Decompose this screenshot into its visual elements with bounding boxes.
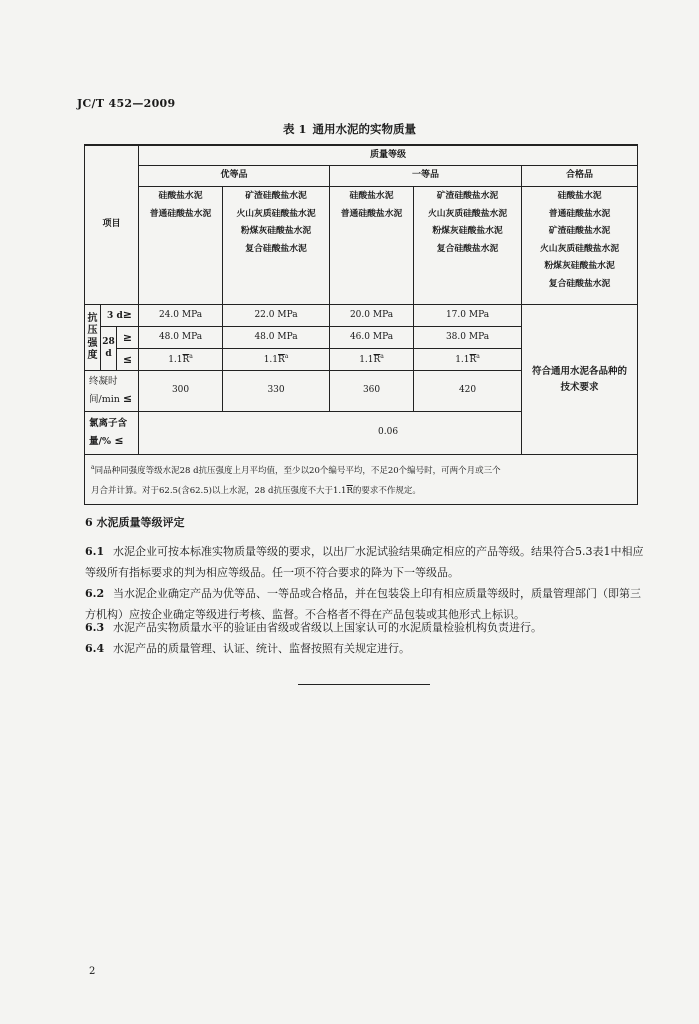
cement-type: 普通硅酸盐水泥 [340,208,403,219]
qualified-requirement: 符合通用水泥各品种的技术要求 [522,305,638,455]
ge-symbol: ≥ [117,327,139,349]
table-caption [0,121,699,137]
cement-types-superior-b [223,187,330,305]
setting-time-superior-b: 330 [223,371,330,412]
value-28d-first-a: 46.0 MPa [330,327,414,349]
cement-type: 复合硅酸盐水泥 [245,243,307,254]
cement-type: 硅酸盐水泥 [158,191,203,201]
section-title: 6 水泥质量等级评定 [85,516,185,529]
strength-label: 抗 压 强 度 [85,305,101,371]
grade-first: 一等品 [330,166,522,187]
paragraph-6-4: 6.4 水泥产品的质量管理、认证、统计、监督按照有关规定进行。 [85,642,410,655]
page-number: 2 [89,966,96,977]
item-header: 项目 [85,145,139,305]
grade-qualified: 合格品 [522,166,638,187]
cement-type: 矿渣硅酸盐水泥 [245,191,307,201]
age-3d: 3 d≥ [101,305,139,327]
setting-time-first-a: 360 [330,371,414,412]
cement-type: 普通硅酸盐水泥 [149,208,212,219]
cement-type: 粉煤灰硅酸盐水泥 [544,261,615,271]
value-3d-first-a: 20.0 MPa [330,305,414,327]
cement-type: 矿渣硅酸盐水泥 [436,191,499,201]
table-title: 通用水泥的实物质量 [312,122,416,136]
value-28d-max-superior-b: $1.1\overline{R}^a$ [223,349,330,371]
cement-type: 火山灰质硅酸盐水泥 [427,208,508,219]
end-rule [298,684,430,685]
cement-types-first-b [414,187,522,305]
paragraph-6-2: 6.2 当水泥企业确定产品为优等品、一等品或合格品，并在包装袋上印有相应质量等级时，质量管理部门（即第三方机构）应按企业确定等级进行考核、监督。不合格者不得在产品包装或其他形式上标识。 [85,587,641,621]
value-28d-max-first-a: $1.1\overline{R}^a$ [330,349,414,371]
chloride-value: 0.06 [139,412,638,455]
setting-time-label: 终凝时间/min ≤ [85,371,139,412]
doc-code: JC/T 452—2009 [77,97,176,110]
cement-type: 硅酸盐水泥 [349,191,394,201]
quality-table [84,144,638,505]
table-footnote: $^a$同品种同强度等级水泥28 d抗压强度上月平均值，至少以20个编号平均，不足20个编号时，可两个月或三个 月合并计算。对于62.5(含62.5)以上水泥，28 d抗压强度不大于$1.1\overline{R}$的要求不作规定。 [85,455,638,505]
paragraph-6-3: 6.3 水泥产品实物质量水平的验证由省级或省级以上国家认可的水泥质量检验机构负责进行。 [85,621,542,634]
le-symbol: ≤ [117,349,139,371]
value-28d-max-superior-a: $1.1\overline{R}^a$ [139,349,223,371]
quality-grade-header: 质量等级 [139,145,638,166]
cement-type: 普通硅酸盐水泥 [548,208,611,219]
cement-type: 矿渣硅酸盐水泥 [548,226,611,236]
cement-type: 粉煤灰硅酸盐水泥 [240,226,312,236]
value-3d-first-b: 17.0 MPa [414,305,522,327]
cement-types-superior-a [139,187,223,305]
table-number: 表 1 [282,122,307,136]
setting-time-first-b: 420 [414,371,522,412]
cement-type: 硅酸盐水泥 [557,191,602,201]
value-28d-max-first-b: $1.1\overline{R}^a$ [414,349,522,371]
cement-types-first-a [330,187,414,305]
age-28d: 28 d [101,327,117,371]
value-3d-superior-b: 22.0 MPa [223,305,330,327]
cement-type: 粉煤灰硅酸盐水泥 [432,226,503,236]
cement-type: 复合硅酸盐水泥 [548,278,611,289]
paragraph-6-1: 6.1 水泥企业可按本标准实物质量等级的要求，以出厂水泥试验结果确定相应的产品等级。结果符合5.3表1中相应等级所有指标要求的判为相应等级品。任一项不符合要求的降为下一等级品。 [85,545,644,579]
value-28d-superior-a: 48.0 MPa [139,327,223,349]
cement-types-qualified [522,187,638,305]
setting-time-superior-a: 300 [139,371,223,412]
value-28d-superior-b: 48.0 MPa [223,327,330,349]
cement-type: 火山灰质硅酸盐水泥 [539,243,620,254]
grade-superior: 优等品 [139,166,330,187]
cement-type: 火山灰质硅酸盐水泥 [236,208,316,219]
chloride-label: 氯离子含量/% ≤ [85,412,139,455]
value-3d-superior-a: 24.0 MPa [139,305,223,327]
value-28d-first-b: 38.0 MPa [414,327,522,349]
cement-type: 复合硅酸盐水泥 [436,243,499,254]
